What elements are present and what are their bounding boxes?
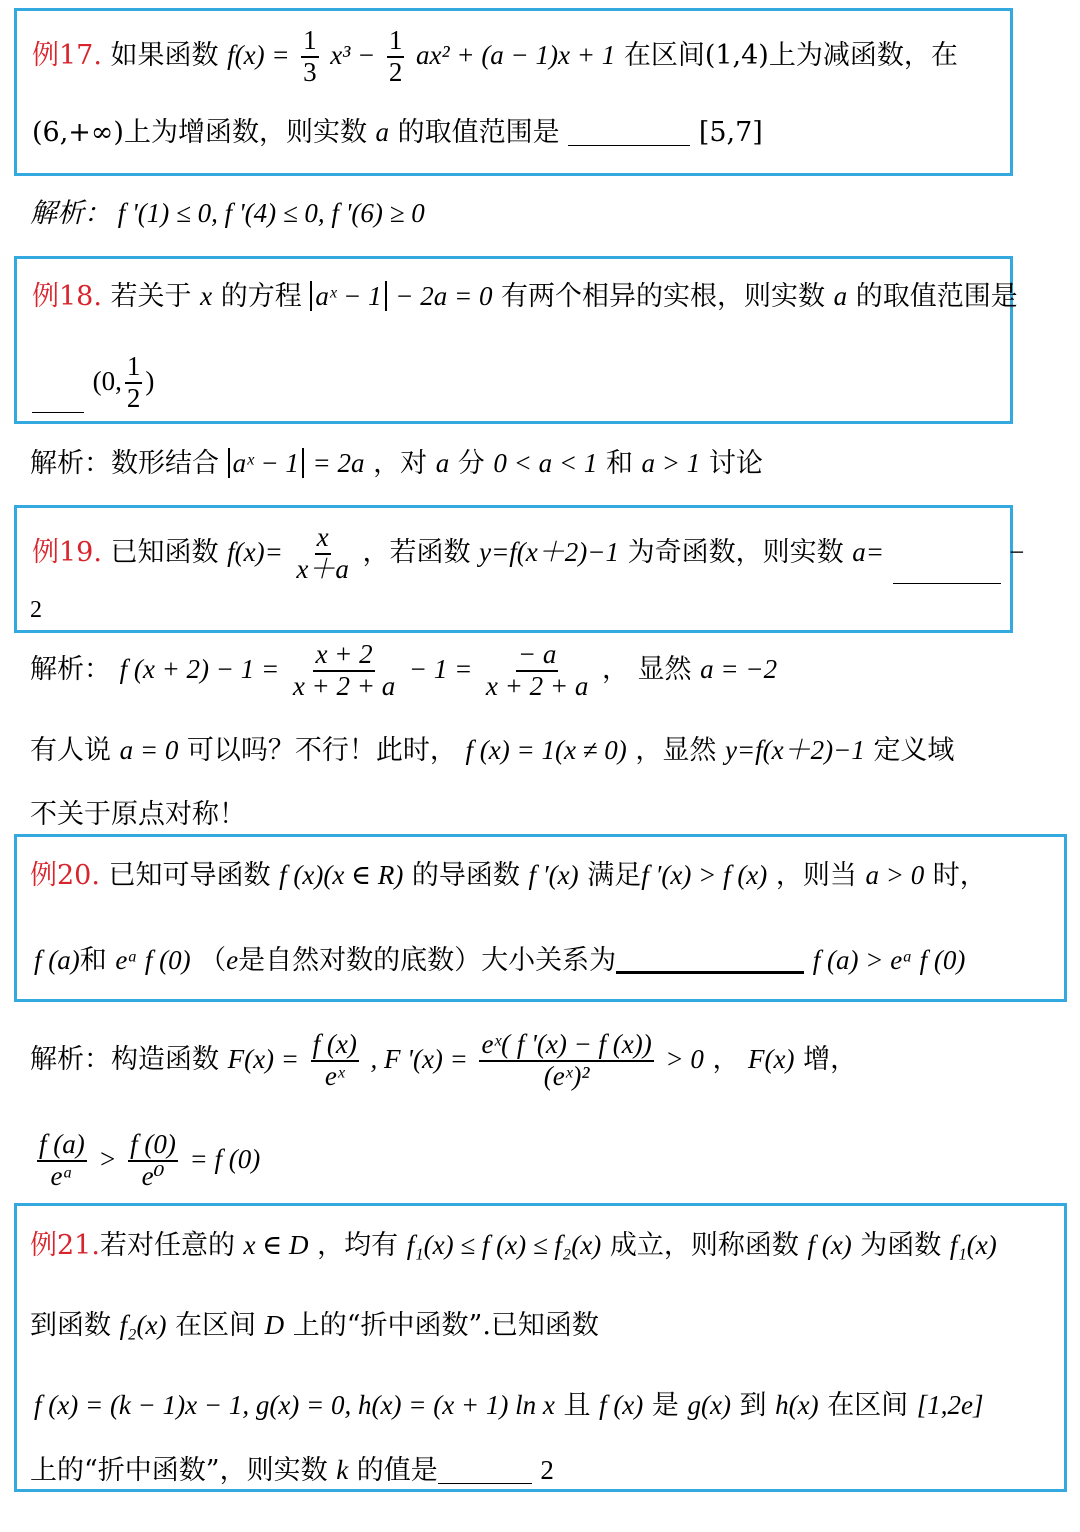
text: 讨论 <box>708 448 763 479</box>
text: ，均有 <box>317 1230 399 1261</box>
fraction: $\frac{x + 2}{x + 2 + a}$ <box>292 639 396 701</box>
example-19-line-2: 2 <box>30 597 42 623</box>
math: − 1 = <box>408 654 473 685</box>
text: 若对任意的 <box>99 1230 235 1261</box>
math: f (x) = (k − 1)x − 1, g(x) = 0, h(x) = (x + 1) ln x <box>34 1390 555 1420</box>
text: 是自然对数的底数）大小关系为 <box>238 945 617 976</box>
math: f (x) <box>599 1390 644 1420</box>
example-19-line-1 <box>32 523 1024 584</box>
answer-blank <box>568 118 690 146</box>
math: eᵃ f (0) <box>115 945 191 975</box>
math-abs: aˣ − 1 <box>228 448 304 478</box>
math: 0 < a < 1 <box>493 448 598 478</box>
math: f (a) <box>34 945 80 975</box>
example-17-label: 例17. <box>32 40 102 72</box>
math: F(x) = <box>227 1044 300 1075</box>
text: 在区间(1,4)上为减函数，在 <box>623 40 958 72</box>
fraction: $\frac{f (a)}{\text{eᵃ}}$ <box>39 1129 85 1191</box>
text: 上的“折中函数”，则实数 <box>30 1455 328 1486</box>
text: ，对 <box>373 448 428 479</box>
answer-blank <box>616 944 804 974</box>
math: f₂(x) <box>119 1310 167 1340</box>
math: a = −2 <box>700 654 778 685</box>
math: y=f(x＋2)−1 <box>724 735 865 765</box>
example-20-line-1 <box>30 862 987 889</box>
math: f (x + 2) − 1 = <box>119 654 280 685</box>
fraction: $\frac{- a}{x + 2 + a}$ <box>485 639 589 701</box>
text: 满足 <box>587 860 642 891</box>
math: a <box>435 448 450 478</box>
math-abs: aˣ − 1 <box>310 281 386 311</box>
text: ，则当 <box>775 860 857 891</box>
example-19-note-1 <box>30 737 954 764</box>
math: x³ − <box>330 40 376 71</box>
text: 在区间 <box>827 1390 909 1421</box>
text: 的导函数 <box>411 860 520 891</box>
math: h(x) <box>775 1390 819 1420</box>
answer-blank <box>438 1456 532 1484</box>
fraction: $\frac{1}{2}$ <box>126 351 141 413</box>
answer: f (a) > eᵃ f (0) <box>812 945 966 975</box>
text: 的取值范围是 <box>397 117 560 148</box>
answer-blank <box>893 556 1001 584</box>
example-21-line-1 <box>30 1232 997 1259</box>
example-17-line-1 <box>32 26 958 87</box>
math: a= <box>852 537 884 568</box>
text: 到函数 <box>30 1310 111 1341</box>
text: 若关于 <box>110 281 192 312</box>
example-21-line-2 <box>30 1312 599 1339</box>
example-20-solution-2 <box>34 1130 260 1191</box>
text: 和 <box>605 448 633 479</box>
text: 解析：构造函数 <box>30 1044 219 1076</box>
example-21-line-4 <box>30 1456 554 1484</box>
example-20-solution <box>30 1030 857 1091</box>
math: F(x) <box>748 1044 795 1075</box>
math: f ′(x) > f (x) <box>641 860 768 890</box>
text: ， 显然 <box>601 654 692 686</box>
example-18-line-2 <box>32 352 154 413</box>
text: 为奇函数，则实数 <box>627 537 844 569</box>
math: a = 0 <box>119 735 179 765</box>
example-19-solution <box>30 640 777 701</box>
example-17-solution: 解析： f '(1) ≤ 0, f '(4) ≤ 0, f '(6) ≥ 0 <box>30 198 425 228</box>
text: 到 <box>739 1390 767 1421</box>
text: 已知函数 <box>110 537 219 569</box>
math: D <box>264 1310 285 1340</box>
fraction: $\frac{1}{2}$ <box>388 25 403 87</box>
math: f (x)(x ∈ R) <box>279 860 404 890</box>
math: a > 0 <box>865 860 925 890</box>
text: 时， <box>932 860 987 891</box>
example-20-line-2 <box>34 944 965 974</box>
text: （ <box>199 945 227 976</box>
text: 的值是 <box>356 1455 438 1486</box>
math: g(x) <box>687 1390 731 1420</box>
math: f₁(x) ≤ f (x) ≤ f₂(x) <box>406 1230 602 1260</box>
math: [1,2e] <box>916 1390 984 1420</box>
text: 增， <box>803 1044 858 1076</box>
example-21-label: 例21. <box>30 1230 100 1261</box>
answer: − <box>1009 537 1025 568</box>
fraction: $\frac{x}{x+a}$ <box>296 522 349 584</box>
text: 分 <box>457 448 485 479</box>
math: x <box>200 281 213 311</box>
math: f (x) = 1(x ≠ 0) <box>465 735 627 765</box>
text: 如果函数 <box>110 40 219 72</box>
answer: [5,7] <box>698 117 763 148</box>
example-19-note-2: 不关于原点对称！ <box>30 799 246 830</box>
example-18-label: 例18. <box>32 281 102 312</box>
answer: (0, <box>92 366 122 397</box>
example-18-solution <box>30 450 763 477</box>
text: 上的“折中函数”.已知函数 <box>292 1310 599 1341</box>
text: ，若函数 <box>362 537 471 569</box>
math: , F '(x) = <box>370 1044 468 1075</box>
fraction: $\frac{1}{3}$ <box>303 25 317 87</box>
text: 可以吗？不行！此时， <box>186 735 457 766</box>
fraction: $\frac{f (0)}{\text{e⁰}}$ <box>130 1129 176 1191</box>
math: x ∈ D <box>243 1230 309 1260</box>
text: 成立，则称函数 <box>609 1230 799 1261</box>
math: a > 1 <box>641 448 701 478</box>
answer: ) <box>145 366 155 397</box>
math: = f (0) <box>189 1144 261 1175</box>
example-17-line-2 <box>32 118 763 146</box>
text: 为函数 <box>860 1230 942 1261</box>
text: 已知可导函数 <box>108 860 271 891</box>
math: f(x) = <box>227 40 290 71</box>
text: 定义域 <box>873 735 955 766</box>
math: f₁(x) <box>949 1230 997 1260</box>
example-19-label: 例19. <box>32 537 102 569</box>
math: ax² + (a − 1)x + 1 <box>416 40 616 71</box>
math: > 0 <box>665 1044 704 1075</box>
answer: 2 <box>540 1455 554 1485</box>
example-18-line-1 <box>32 283 1018 310</box>
math: > <box>98 1144 117 1175</box>
text: 解析：数形结合 <box>30 448 219 479</box>
text: 的取值范围是 <box>855 281 1018 312</box>
text: 是 <box>651 1390 679 1421</box>
text: 的方程 <box>220 281 302 312</box>
math: f (x) <box>807 1230 852 1260</box>
math: k <box>336 1455 349 1485</box>
text: 有人说 <box>30 735 111 766</box>
text: ， <box>712 1044 740 1076</box>
math: a <box>833 281 848 311</box>
math: a <box>375 117 390 147</box>
text: 和 <box>79 945 107 976</box>
math: − 2a = 0 <box>395 281 493 311</box>
math: y=f(x＋2)−1 <box>479 537 619 568</box>
math: f(x)= <box>227 537 283 568</box>
fraction: $\frac{\text{eˣ( f '(x) − f (x))}}{\text{(eˣ)²}}$ <box>481 1029 652 1091</box>
math: e <box>226 945 239 975</box>
answer-blank <box>32 385 84 413</box>
text: 在区间 <box>175 1310 257 1341</box>
example-21-line-3 <box>34 1392 984 1419</box>
text: 解析： <box>30 654 111 686</box>
text: (6,+∞)上为增函数，则实数 <box>32 117 367 148</box>
text: ，显然 <box>635 735 717 766</box>
text: 且 <box>563 1390 591 1421</box>
math: = 2a <box>312 448 365 478</box>
math: f ′(x) <box>528 860 579 890</box>
fraction: $\frac{f (x)}{\text{eˣ}}$ <box>312 1029 357 1091</box>
text: 有两个相异的实根，则实数 <box>501 281 826 312</box>
example-20-label: 例20. <box>30 860 100 891</box>
